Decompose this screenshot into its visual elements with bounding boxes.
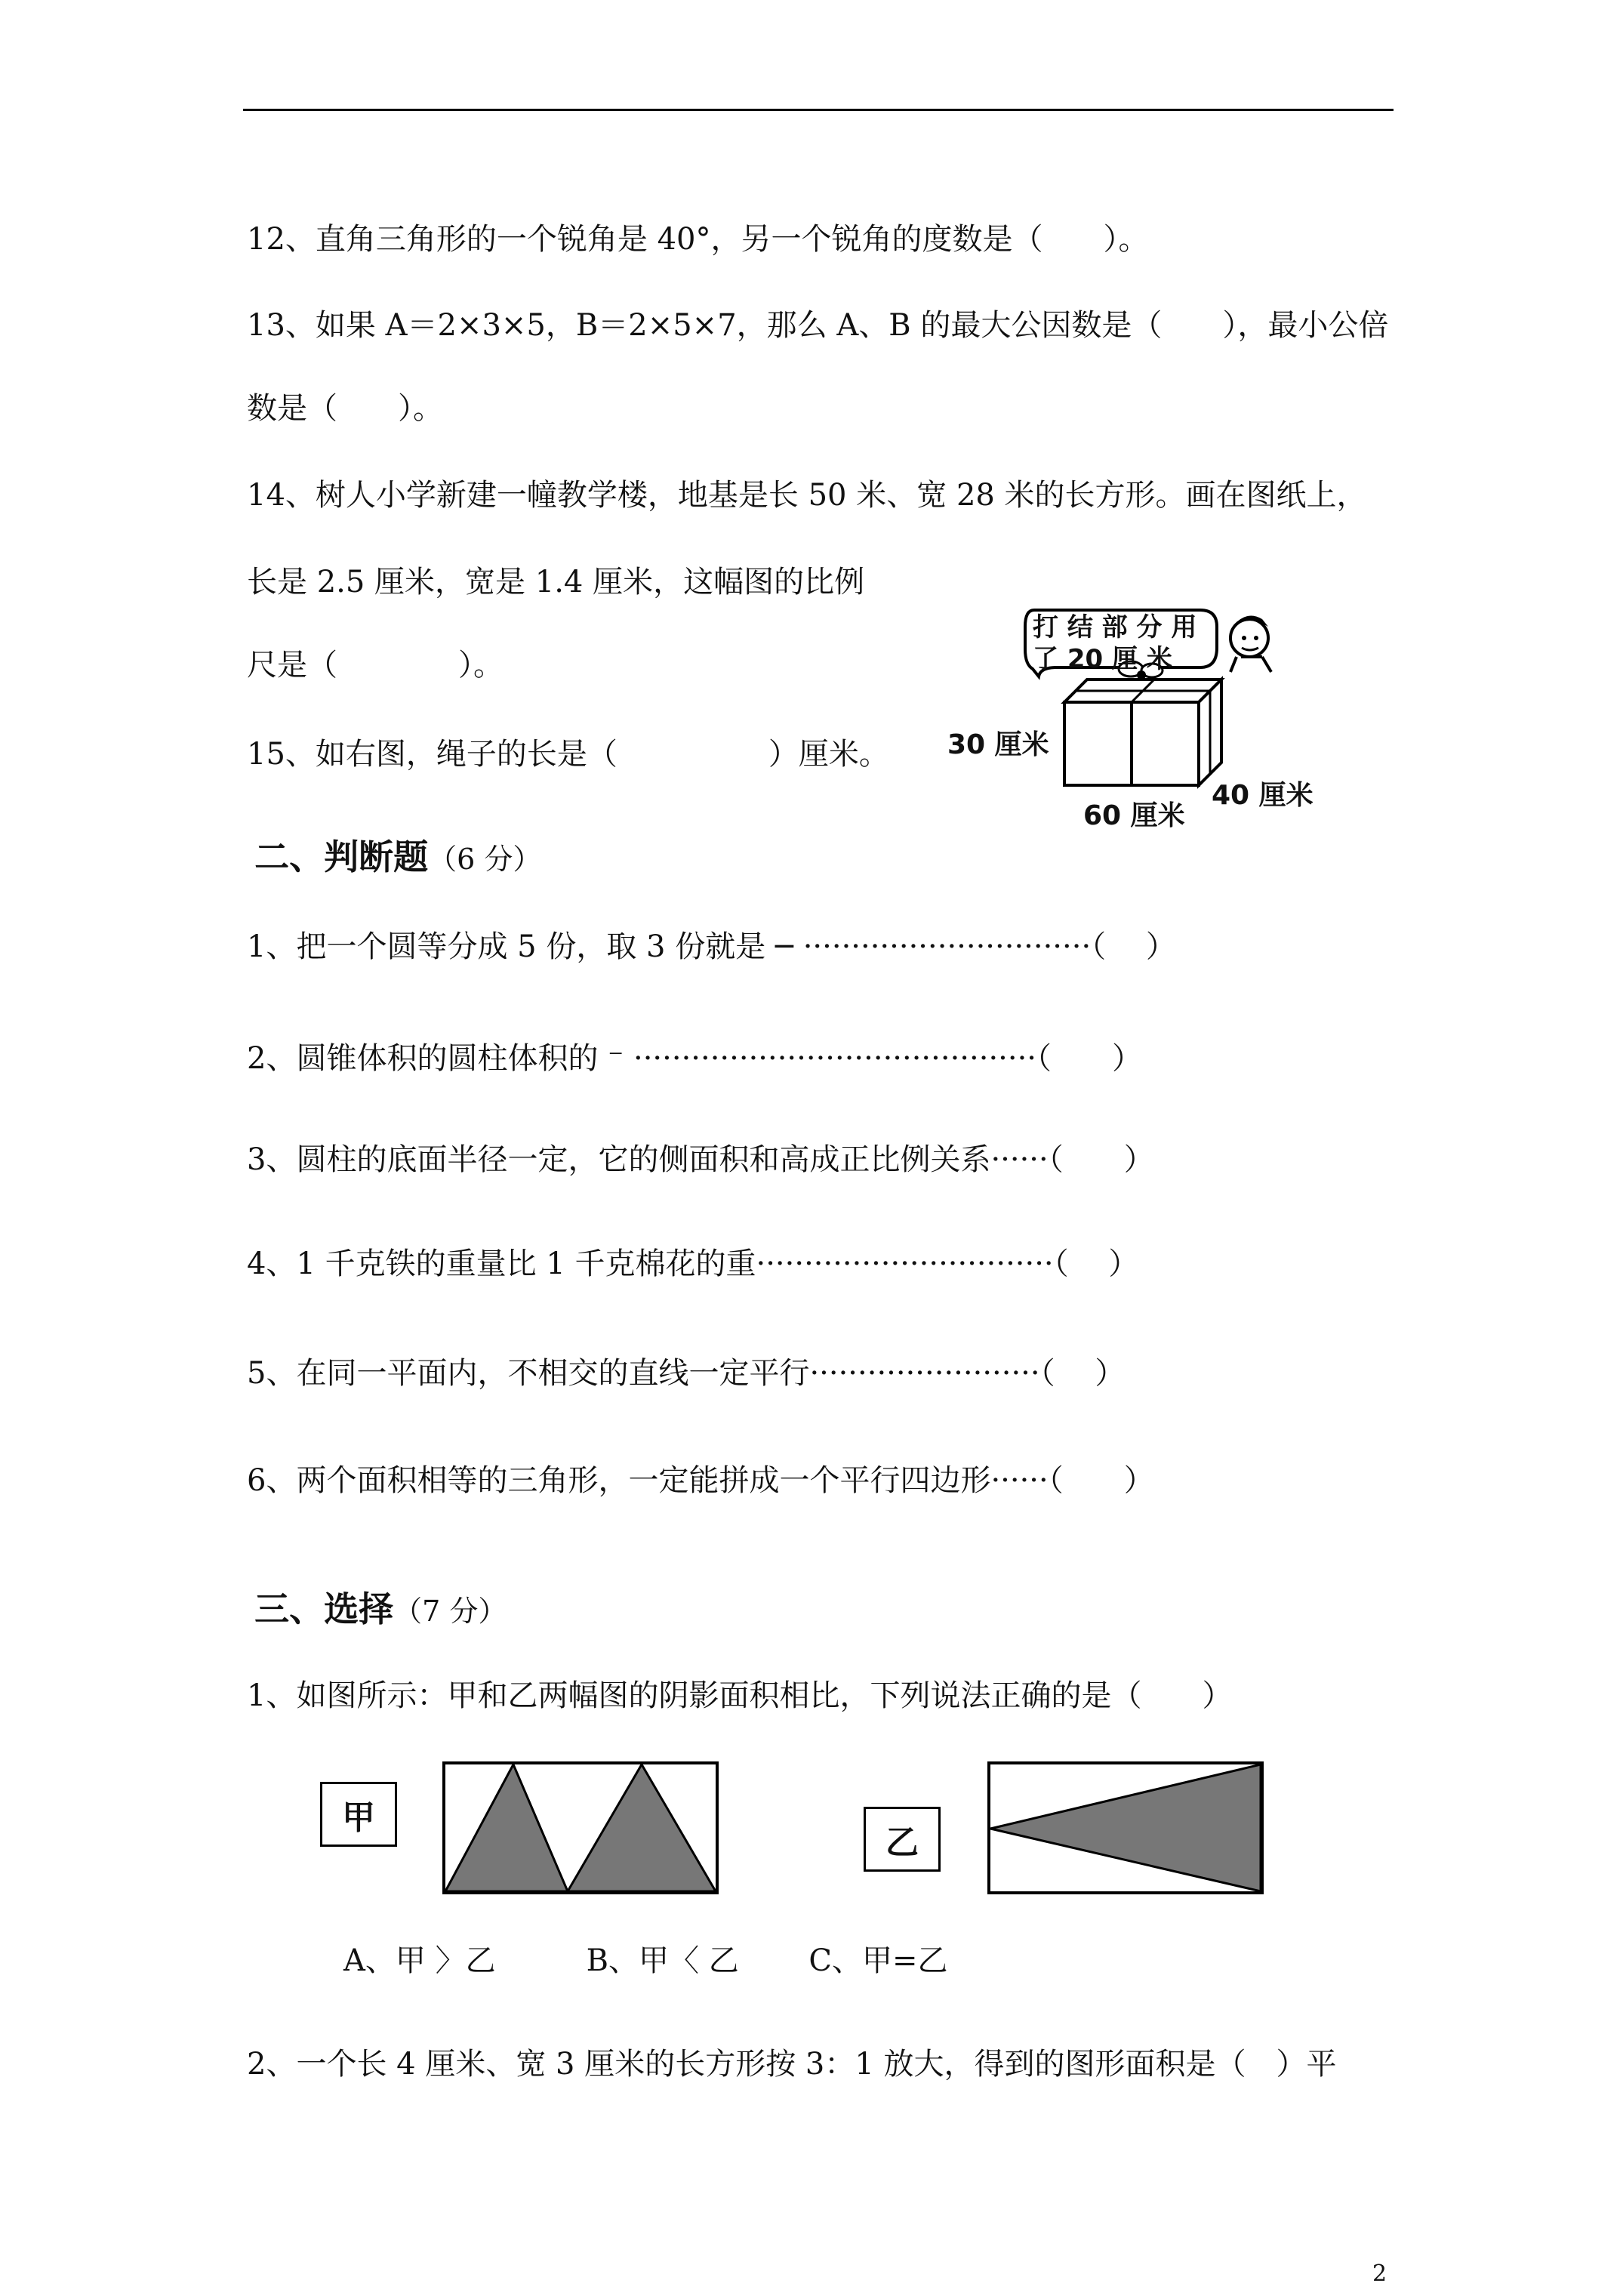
- box-length-label: 60 厘米: [1083, 800, 1185, 831]
- section-choice-title: 三、选择: [254, 1589, 394, 1629]
- question-14-line-3: 尺是（ ）。: [247, 648, 504, 683]
- choice-1: 1、如图所示：甲和乙两幅图的阴影面积相比，下列说法正确的是（ ）: [247, 1678, 1233, 1713]
- section-choice-score: （7 分）: [393, 1595, 507, 1628]
- choice-2: 2、一个长 4 厘米、宽 3 厘米的长方形按 3：1 放大，得到的图形面积是（ ）平: [247, 2047, 1337, 2082]
- question-14-line-1: 14、树人小学新建一幢教学楼，地基是长 50 米、宽 28 米的长方形。画在图纸上，: [247, 478, 1367, 513]
- judge-3: 3、圆柱的底面半径一定，它的侧面积和高成正比例关系······（ ）: [247, 1142, 1154, 1177]
- judge-4: 4、1 千克铁的重量比 1 千克棉花的重·······························（ ）: [247, 1247, 1139, 1281]
- question-15: 15、如右图，绳子的长是（ ）厘米。: [247, 737, 889, 772]
- label-jia: 甲: [320, 1782, 397, 1847]
- section-judge-title: 二、判断题: [254, 837, 429, 877]
- box-width-label: 40 厘米: [1212, 780, 1313, 811]
- question-13-line-2: 数是（ ）。: [247, 391, 443, 426]
- box-height-label: 30 厘米: [947, 729, 1049, 760]
- judge-1: 1、把一个圆等分成 5 份，取 3 份就是 ─ ······························（ ）: [247, 929, 1176, 964]
- judge-2: 2、圆锥体积的圆柱体积的 ⁻ ··········································（ ）: [247, 1041, 1143, 1076]
- section-judge-score: （6 分）: [428, 843, 542, 876]
- judge-6: 6、两个面积相等的三角形，一定能拼成一个平行四边形······（ ）: [247, 1463, 1154, 1498]
- question-12: 12、直角三角形的一个锐角是 40°，另一个锐角的度数是（ ）。: [247, 222, 1149, 257]
- choice-1-options: A、甲 〉乙 B、甲〈 乙 C、甲=乙: [343, 1943, 948, 1978]
- question-14-line-2: 长是 2.5 厘米，宽是 1.4 厘米，这幅图的比例: [247, 565, 865, 599]
- page-number: 2: [1372, 2261, 1387, 2287]
- bubble-text: 打 结 部 分 用 了 20 厘 米: [1033, 612, 1197, 674]
- label-yi: 乙: [864, 1807, 941, 1872]
- question-13-line-1: 13、如果 A＝2×3×5，B＝2×5×7，那么 A、B 的最大公因数是（ ），最小公倍: [247, 308, 1389, 343]
- judge-5: 5、在同一平面内，不相交的直线一定平行························（ ）: [247, 1356, 1126, 1391]
